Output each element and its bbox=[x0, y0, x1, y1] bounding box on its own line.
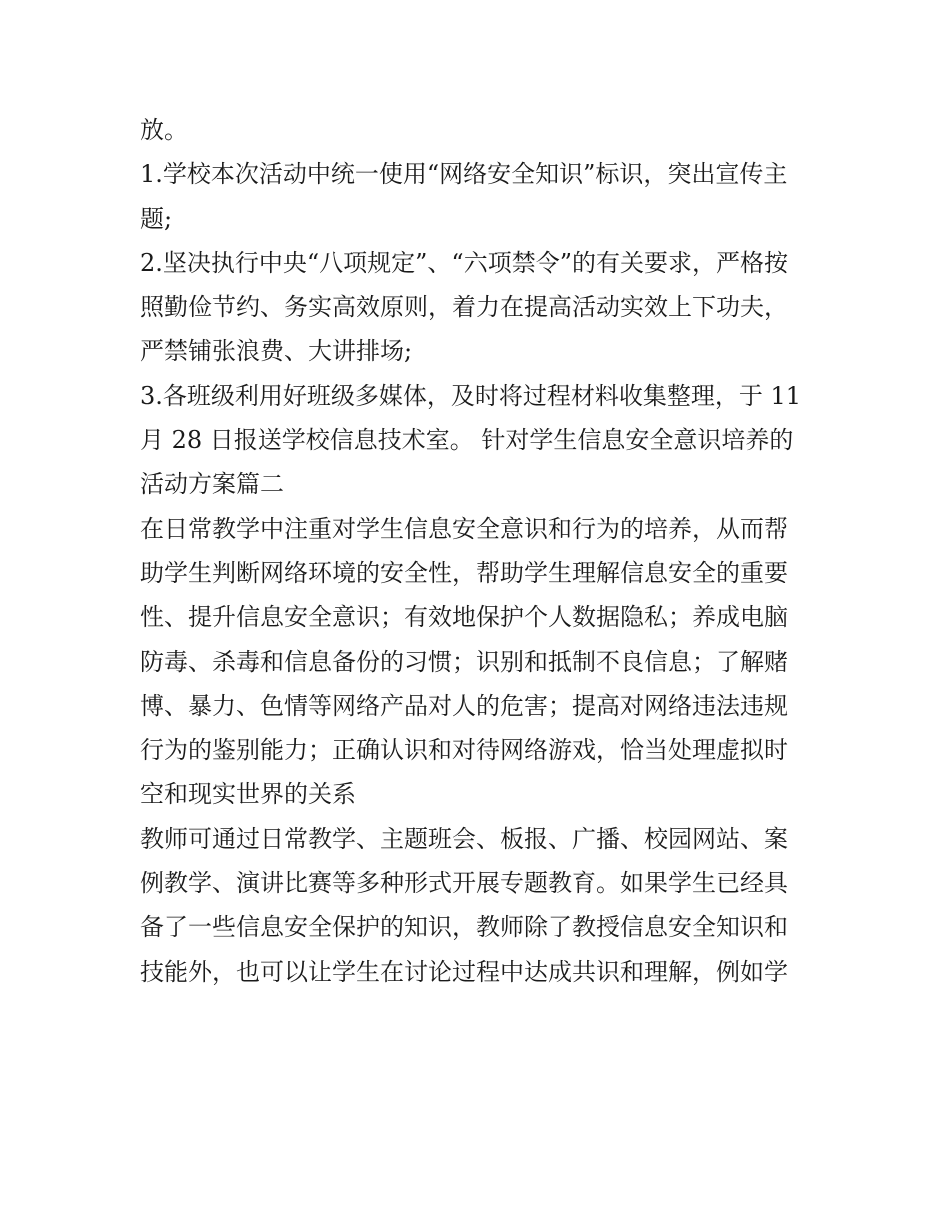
text-line: 照勤俭节约、务实高效原则，着力在提高活动实效上下功夫， bbox=[140, 293, 788, 322]
text-line: 助学生判断网络环境的安全性，帮助学生理解信息安全的重要 bbox=[140, 558, 788, 587]
text-line: 行为的鉴别能力；正确认识和对待网络游戏，恰当处理虚拟时 bbox=[140, 736, 788, 765]
text-line: 例教学、演讲比赛等多种形式开展专题教育。如果学生已经具 bbox=[140, 869, 788, 898]
text-line: 月 28 日报送学校信息技术室。 针对学生信息安全意识培养的 bbox=[140, 426, 794, 455]
text-line: 1.学校本次活动中统一使用“网络安全知识”标识，突出宣传主 bbox=[140, 160, 788, 189]
text-line: 3.各班级利用好班级多媒体，及时将过程材料收集整理，于 11 bbox=[140, 381, 802, 410]
text-line: 教师可通过日常教学、主题班会、板报、广播、校园网站、案 bbox=[140, 824, 788, 853]
text-line: 备了一些信息安全保护的知识，教师除了教授信息安全知识和 bbox=[140, 913, 788, 942]
text-line: 严禁铺张浪费、大讲排场; bbox=[140, 337, 413, 366]
text-line: 博、暴力、色情等网络产品对人的危害；提高对网络违法违规 bbox=[140, 691, 788, 720]
document-body bbox=[140, 108, 830, 994]
text-line: 空和现实世界的关系 bbox=[140, 780, 356, 809]
text-line: 技能外，也可以让学生在讨论过程中达成共识和理解，例如学 bbox=[140, 957, 788, 986]
text-line: 性、提升信息安全意识；有效地保护个人数据隐私；养成电脑 bbox=[140, 603, 788, 632]
text-line: 在日常教学中注重对学生信息安全意识和行为的培养，从而帮 bbox=[140, 514, 788, 543]
section-heading: 活动方案篇二 bbox=[140, 470, 284, 499]
text-line: 题; bbox=[140, 204, 173, 233]
text-line: 2.坚决执行中央“八项规定”、“六项禁令”的有关要求，严格按 bbox=[140, 248, 788, 277]
text-line: 防毒、杀毒和信息备份的习惯；识别和抵制不良信息；了解赌 bbox=[140, 647, 788, 676]
text-line: 放。 bbox=[140, 116, 188, 144]
